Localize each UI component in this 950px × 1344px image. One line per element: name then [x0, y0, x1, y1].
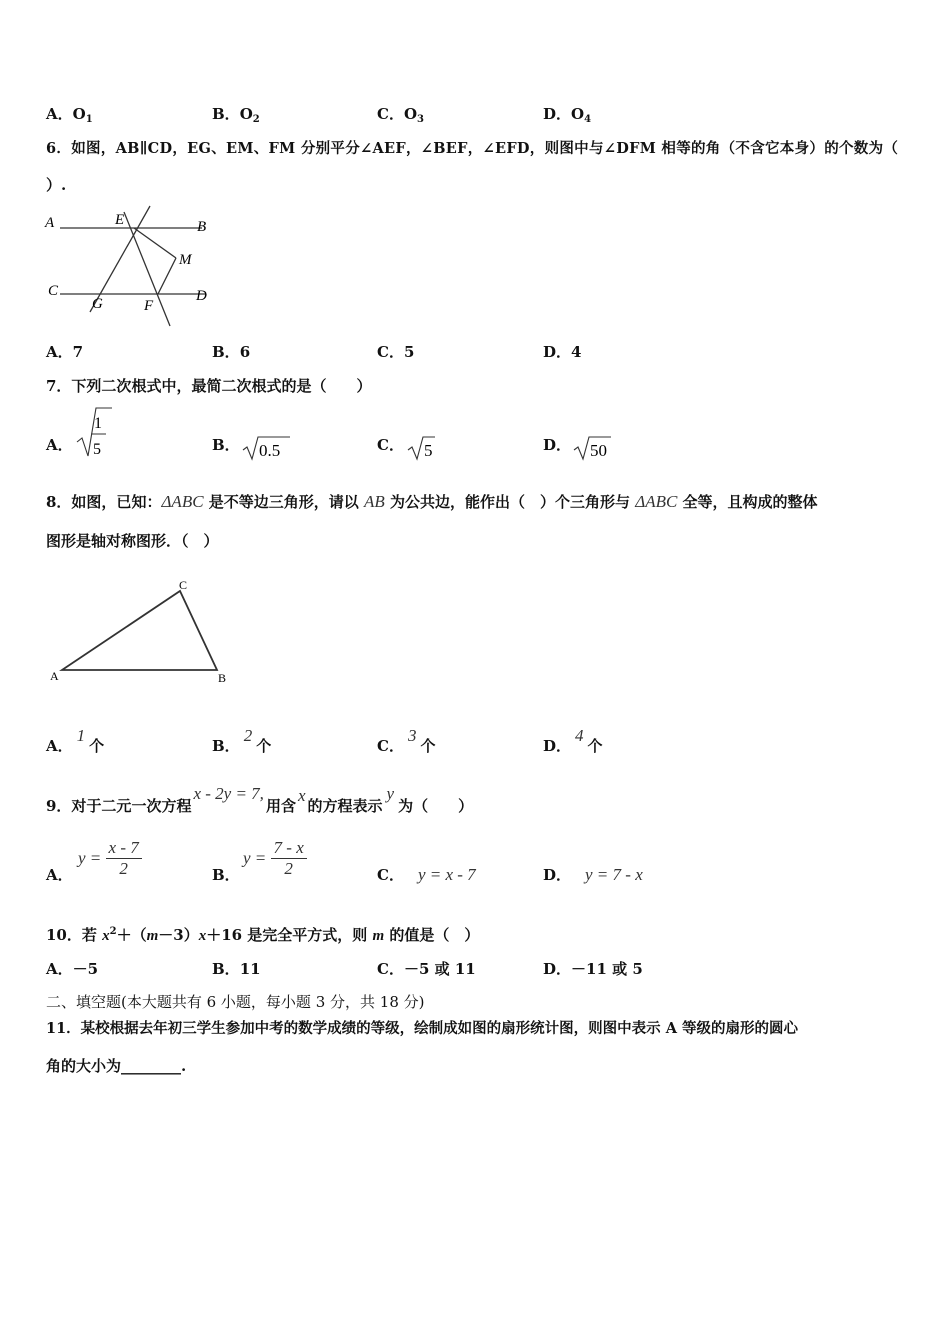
q6-option-d: D．4 [543, 343, 582, 361]
q7-a-den: 5 [93, 441, 101, 458]
q10-option-a: A．－5 [46, 960, 99, 978]
q6-figure [40, 200, 220, 330]
q8-triangle-figure [44, 574, 244, 692]
q8-stem-line1: 8．如图，已知：ΔABC 是不等边三角形，请以 AB 为公共边，能作出（ ）个三角形与 ΔABC 全等，且构成的整体 [46, 492, 818, 511]
triangle-abc [62, 591, 217, 670]
q10-option-d: D．－11 或 5 [543, 960, 643, 978]
q7-option-d-radical [573, 434, 613, 462]
tri-label-a: A [50, 669, 59, 683]
q8-option-c: C．3个 [377, 726, 436, 755]
q6-stem-line2: ）. [46, 176, 67, 194]
q8-option-d: D．4个 [543, 726, 603, 755]
q9-stem: 9．对于二元一次方程x - 2y = 7,用含x的方程表示y为（ ） [46, 784, 474, 815]
q5-option-b: B．$O_2$ [212, 105, 260, 125]
q7-c-value: 5 [424, 441, 433, 460]
q8-option-a: A．1个 [46, 726, 105, 755]
label-c: C [48, 283, 59, 299]
label-m: M [179, 252, 192, 268]
q7-a-num: 1 [94, 415, 102, 432]
tri-label-b: B [218, 671, 227, 685]
label-d: D [196, 288, 207, 304]
q7-option-c-radical [407, 434, 437, 462]
q7-option-b-letter: B． [212, 436, 240, 454]
line-fm [158, 258, 176, 294]
label-b: B [197, 219, 207, 235]
label-e: E [115, 212, 125, 228]
q9-option-b-letter: B． [212, 866, 240, 884]
q10-option-c: C．－5 或 11 [377, 960, 476, 978]
q6-option-a: A．7 [46, 343, 84, 361]
q6-option-c: C．5 [377, 343, 415, 361]
section-title: 二、填空题(本大题共有 6 小题，每小题 3 分，共 18 分) [46, 993, 425, 1011]
q9-option-b-expr: y = $\frac{7 - x}{2}$ [243, 838, 307, 879]
q9-option-d: D． y = 7 - x [543, 865, 643, 884]
q7-option-d-letter: D． [543, 436, 572, 454]
q5-option-a: A．$O_1$ [46, 105, 93, 125]
q7-option-b-radical [242, 434, 292, 462]
q9-option-a-expr: y = $\frac{x - 7}{2}$ [78, 838, 142, 879]
q11-stem-line1: 11．某校根据去年初三学生参加中考的数学成绩的等级，绘制成如图的扇形统计图，则图中表示 A 等级的扇形的圆心 [46, 1020, 799, 1037]
q9-option-c: C． y = x - 7 [377, 865, 476, 884]
q5-option-d: D．$O_4$ [543, 105, 592, 125]
q6-option-b: B．6 [212, 343, 251, 361]
tri-label-c: C [179, 578, 188, 592]
q8-option-b: B．2个 [212, 726, 272, 755]
q8-stem-line2: 图形是轴对称图形．（ ） [46, 532, 219, 550]
label-g: G [92, 296, 103, 312]
q7-stem: 7．下列二次根式中，最简二次根式的是（ ） [46, 377, 372, 395]
q7-option-c-letter: C． [377, 436, 404, 454]
q10-stem: 10．若 $x^2+(m-3)x+16$ 是完全平方式，则 m 的值是（ ） [46, 926, 480, 944]
q6-stem-line1: 6．如图，AB∥CD，EG、EM、FM 分别平分∠AEF，∠BEF，∠EFD，则图中与∠DFM 相等的角（不含它本身）的个数为（ [46, 140, 899, 157]
q7-b-value: 0.5 [259, 441, 281, 460]
label-a: A [45, 215, 55, 231]
q7-option-a-letter: A． [46, 436, 73, 454]
q5-option-c: C．$O_3$ [377, 105, 424, 125]
q7-option-a-radical [74, 404, 114, 464]
q7-d-value: 50 [590, 441, 607, 460]
q10-option-b: B．11 [212, 960, 261, 978]
q9-option-a-letter: A． [46, 866, 73, 884]
q11-stem-line2: 角的大小为________. [46, 1057, 187, 1075]
label-f: F [144, 298, 154, 314]
